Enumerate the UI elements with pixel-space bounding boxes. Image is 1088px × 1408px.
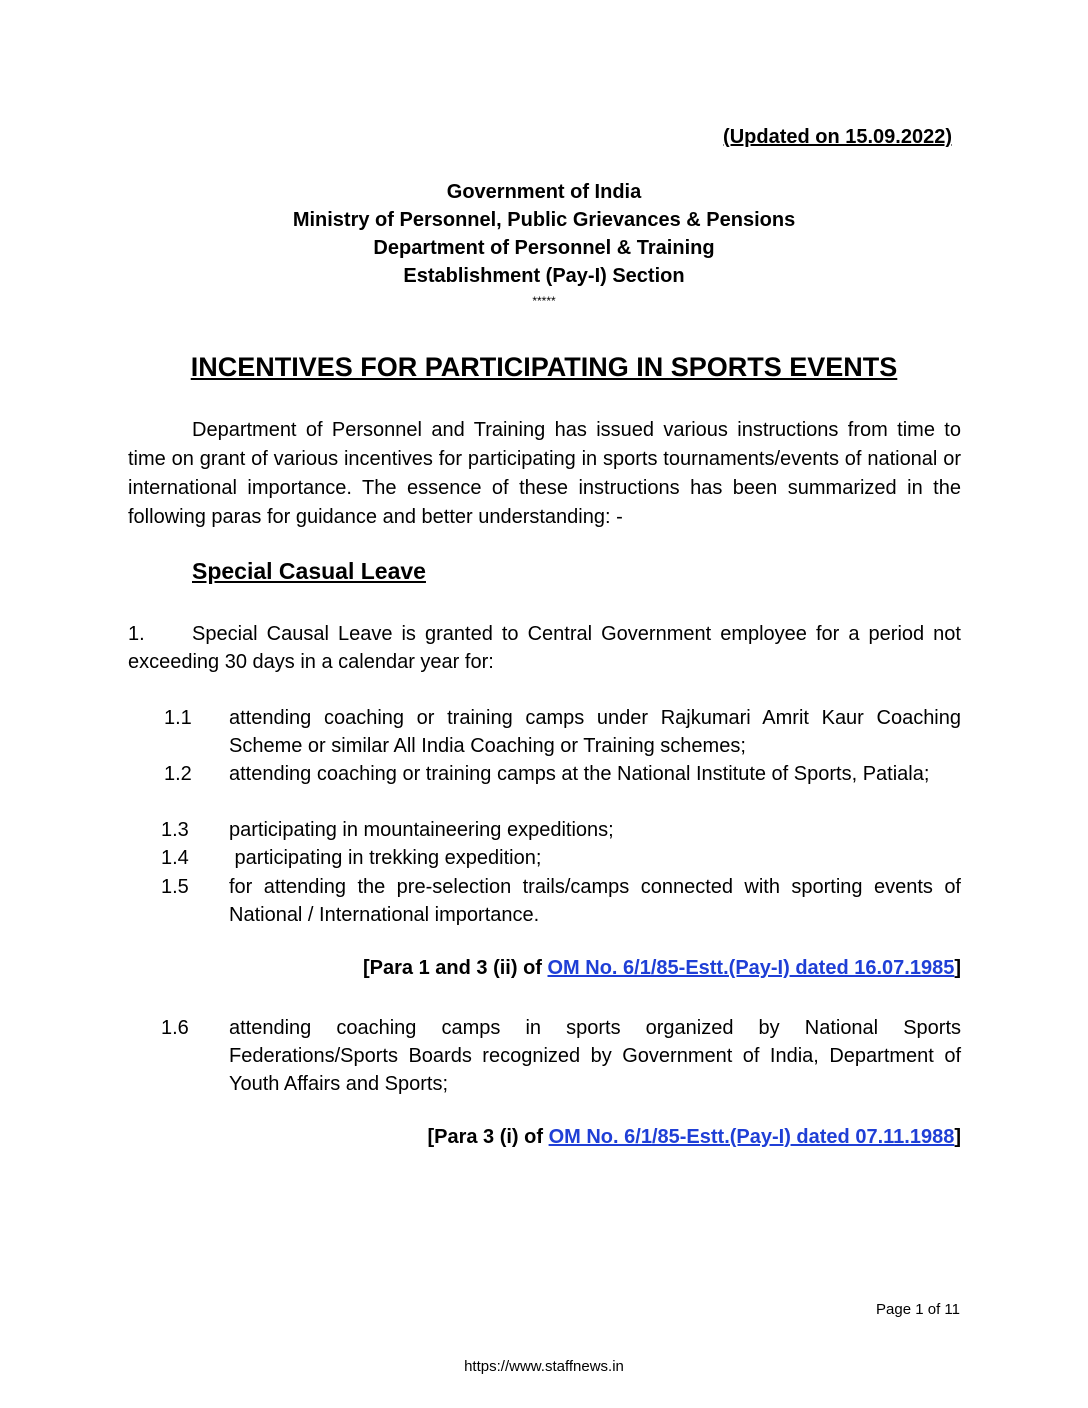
list-item-text: for attending the pre-selection trails/camps connected with sporting events of National / International importance. [229,876,961,926]
intro-text: Department of Personnel and Training has issued various instructions from time to time on grant of various incentives for participating in sports tournaments/events of national or international importance. The essence of these instructions has been summarized in the following paras for guidance and better understanding: - [128,419,961,528]
list-item-text: attending coaching or training camps at the National Institute of Sports, Patiala; [229,763,930,785]
list-item-number: 1.2 [164,763,192,785]
list-item [128,873,961,929]
header-section: Establishment (Pay-I) Section [403,265,685,287]
header-ministry: Ministry of Personnel, Public Grievances & Pensions [292,209,796,231]
list-item-number: 1.5 [161,876,189,898]
header-department: Department of Personnel & Training [373,237,715,259]
intro-paragraph [128,416,961,532]
list-item [128,760,961,788]
reference-1-prefix: [Para 1 and 3 (ii) of [363,957,548,979]
page-number: Page 1 of 11 [876,1301,960,1318]
footer-url: https://www.staffnews.in [464,1358,624,1375]
para-1 [128,620,961,676]
reference-2-prefix: [Para 3 (i) of [427,1126,549,1148]
list-item-text: participating in trekking expedition; [229,847,542,869]
list-item-text: participating in mountaineering expeditions; [229,819,614,841]
reference-2-link[interactable]: OM No. 6/1/85-Estt.(Pay-I) dated 07.11.1988 [548,1126,955,1148]
header-stars: ***** [532,294,556,308]
list-item-number: 1.3 [161,819,189,841]
section-heading: Special Casual Leave [192,558,426,584]
list-item-text: attending coaching camps in sports organized by National Sports Federations/Sports Boards recognized by Government of India, Department of Youth Affairs and Sports; [229,1017,961,1095]
list-item [128,816,961,844]
reference-2 [427,1126,961,1149]
list-item-number: 1.4 [161,847,189,869]
list-item [128,704,961,760]
list-item-number: 1.6 [161,1017,189,1039]
list-item-number: 1.1 [164,707,192,729]
reference-1 [363,957,961,980]
reference-1-suffix: ] [954,957,961,979]
para-1-text: Special Causal Leave is granted to Central Government employee for a period not exceeding 30 days in a calendar year for: [128,623,961,673]
list-item [128,844,961,872]
para-1-number: 1. [128,623,145,645]
reference-2-suffix: ] [954,1126,961,1148]
document-title: INCENTIVES FOR PARTICIPATING IN SPORTS EVENTS [190,352,898,382]
list-item-text: attending coaching or training camps under Rajkumari Amrit Kaur Coaching Scheme or similar All India Coaching or Training schemes; [229,707,961,757]
header-government: Government of India [446,181,642,203]
reference-1-link[interactable]: OM No. 6/1/85-Estt.(Pay-I) dated 16.07.1985 [547,957,955,979]
updated-date: (Updated on 15.09.2022) [723,126,952,148]
list-item [128,1014,961,1098]
